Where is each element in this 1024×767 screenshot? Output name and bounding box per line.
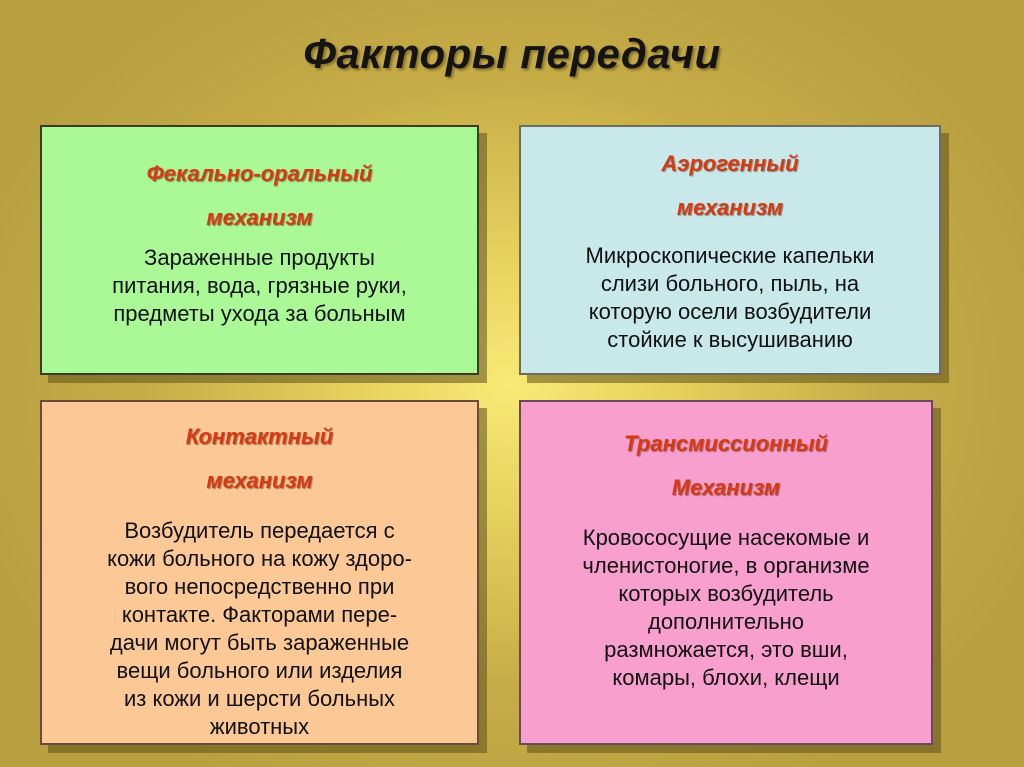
transmissive-description: Кровососущие насекомые и членистоногие, в организме которых возбудитель дополнительно размножается, это вши, комары, блохи, клещи bbox=[582, 525, 870, 690]
aerogenic-description: Микроскопические капельки слизи больного, пыль, на которую осели возбудители стойкие к высушиванию bbox=[585, 243, 875, 352]
contact-heading bbox=[42, 402, 477, 503]
fecal-oral-description: Зараженные продукты питания, вода, грязные руки, предметы ухода за больным bbox=[112, 245, 407, 326]
transmissive-heading-line2: Механизм bbox=[671, 475, 781, 500]
aerogenic-card bbox=[519, 125, 941, 375]
aerogenic-heading-line2: механизм bbox=[676, 195, 784, 220]
fecal-oral-heading-line2: механизм bbox=[206, 205, 313, 230]
transmissive-card bbox=[519, 400, 933, 745]
contact-heading-line2: механизм bbox=[206, 468, 313, 493]
contact-description: Возбудитель передается с кожи больного на кожу здоро- вого непосредственно при контакте. Факторами пере- дачи могут быть зараженные вещи больного или изделия из кожи и шерсти больных животных bbox=[107, 518, 412, 739]
slide-title: Факторы передачи bbox=[303, 30, 721, 77]
aerogenic-heading bbox=[521, 127, 939, 230]
contact-card bbox=[40, 400, 479, 745]
transmissive-heading-line1: Трансмиссионный bbox=[624, 431, 828, 456]
contact-heading-line1: Контактный bbox=[185, 424, 334, 449]
fecal-oral-heading bbox=[42, 127, 477, 240]
aerogenic-heading-line1: Аэрогенный bbox=[661, 151, 799, 176]
transmissive-heading bbox=[521, 402, 931, 510]
fecal-oral-card bbox=[40, 125, 479, 375]
fecal-oral-heading-line1: Фекально-оральный bbox=[146, 161, 373, 186]
